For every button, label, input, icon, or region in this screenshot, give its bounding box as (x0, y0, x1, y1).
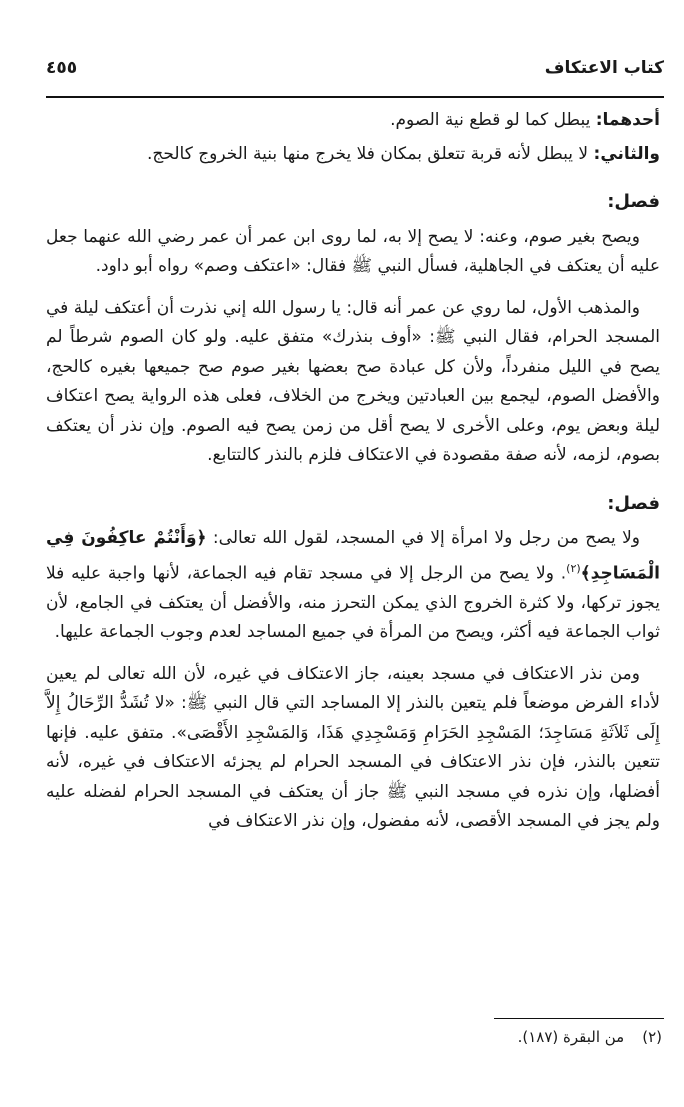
page-body (46, 106, 660, 849)
running-title: كتاب الاعتكاف (544, 58, 664, 78)
footnote (518, 1028, 662, 1046)
footnote-number: (٢) (642, 1028, 662, 1046)
second-opinion-label: والثاني: (593, 143, 660, 164)
paragraph: ويصح بغير صوم، وعنه: لا يصح إلا به، لما روى ابن عمر أن عمر رضي الله عنهما جعل عليه أن يعتكف في الجاهلية، فسأل النبي ﷺ فقال: «اعتكف وصم» رواه أبو داود. (46, 226, 660, 276)
page-header (46, 50, 664, 90)
footnote-text: من البقرة (١٨٧). (517, 1028, 625, 1046)
paragraph-text: . ولا يصح من الرجل إلا في مسجد تقام فيه الجماعة، لأنها واجبة عليه فلا يجوز تركها، ولا كثرة الخروج الذي يمكن التحرز منه، والأفضل أن يعتكف في الجامع، لأن ثواب الجماعة فيه أكثر، ويصح من المرأة في جميع المساجد لعدم وجوب الجماعة عليها. (46, 563, 660, 643)
paragraph: ومن نذر الاعتكاف في مسجد بعينه، جاز الاعتكاف في غيره، لأن الله تعالى لم يعين لأداء الفرض موضعاً فلم يتعين بالنذر إلا المساجد التي قال النبي ﷺ: «لا تُشَدُّ الرِّحَالُ إِلاَّ إِلَى ثَلاَثَةِ مَسَاجِدَ؛ المَسْجِدِ الحَرَامِ وَمَسْجِدِي هَذَا، وَالمَسْجِدِ الأَقْصَى». متفق عليه. فإنها تتعين بالنذر، فإن نذر الاعتكاف في المسجد الحرام لم يجزئه الاعتكاف في غيره، لأنه أفضلها، وإن نذره في مسجد النبي ﷺ جاز أن يعتكف في المسجد الحرام لفضله عليه ولم يجز في المسجد الأقصى، لأنه مفضول، وإن نذر الاعتكاف في (46, 663, 660, 832)
second-opinion-text: لا يبطل لأنه قربة تتعلق بمكان فلا يخرج منها بنية الخروج كالحج. (146, 143, 594, 164)
first-opinion-label: أحدهما: (595, 110, 660, 130)
paragraph: والمذهب الأول، لما روي عن عمر أنه قال: يا رسول الله إني نذرت أن أعتكف ليلة في المسجد الحرام، فقال النبي ﷺ: «أوف بنذرك» متفق عليه. ولو كان الصوم شرطاً لم يصح في الليل منفرداً، ولأن كل عبادة صح بعضها بغير صوم صح جميعها بغيره كالحج، والأفضل الصوم، ليجمع بين العبادتين ويخرج من الخلاف، فعلى هذه الرواية يصح اعتكاف ليلة وبعض يوم، وعلى الأخرى لا يصح أقل من زمن يصح فيه الصوم. وإن نذر أن يعتكف بصوم، لزمه، لأنه صفة مقصودة في الاعتكاف فلزم بالنذر كالتتابع. (46, 297, 660, 465)
footnote-divider (494, 1018, 664, 1019)
paragraph-text: ولا يصح من رجل ولا امرأة إلا في المسجد، لقول الله تعالى: (206, 528, 640, 548)
page-number: ٤٥٥ (46, 58, 78, 78)
header-divider (46, 96, 664, 98)
quran-verse: ﴿وَأَنْتُمْ عاكِفُونَ فِي الْمَسَاجِدِ﴾ (46, 528, 660, 584)
second-opinion (46, 140, 660, 170)
section-heading: فصل: (607, 492, 660, 514)
footnote-marker: (٢) (566, 561, 581, 575)
first-opinion (46, 106, 660, 136)
first-opinion-text: يبطل كما لو قطع نية الصوم. (390, 110, 596, 130)
paragraph (46, 524, 660, 648)
section-heading: فصل: (607, 191, 660, 212)
